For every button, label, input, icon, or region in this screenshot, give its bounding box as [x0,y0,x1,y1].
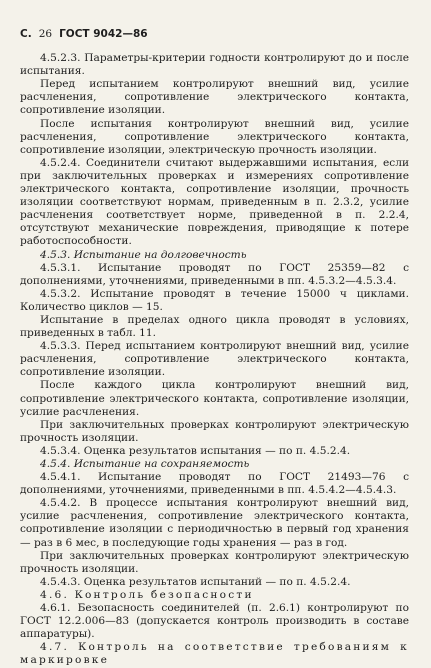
paragraph: Испытание в пределах одного цикла проводят в условиях, приведенных в табл. 11. [20,313,409,340]
paragraph: 4.5.3.4. Оценка результатов испытания — по п. 4.5.2.4. [40,444,351,457]
paragraph: При заключительных проверках контролируют электрическую прочность изоляции. [20,549,409,575]
paragraph: 4.5.3.3. Перед испытанием контролируют внешний вид, усилие расчленения, сопротивление электрического контакта, сопротивление изоляции. [20,340,409,379]
paragraph: 4.5.2.4. Соединители считают выдержавшими испытания, если при заключительных проверках и измерениях сопротивление электрического контакта, сопротивление изоляции, прочность изоляции соответствуют нормам, приведенным в п. 2.3.2, усилие расчленения соответствует норме, приведенной в п. 2.2.4, отсутствуют механические повреждения, приводящие к потере работоспособности. [20,156,409,248]
paragraph: После испытания контролируют внешний вид, усилие расчленения, сопротивление электрического контакта, сопротивление изоляции, электрическую прочность изоляции. [20,117,409,156]
paragraph: При заключительных проверках контролируют электрическую прочность изоляции. [20,418,409,444]
paragraph: 4.5.3.2. Испытание проводят в течение 15000 ч циклами. Количество циклов — 15. [20,287,409,313]
paragraph: 4.6.1. Безопасность соединителей (п. 2.6.1) контролируют по ГОСТ 12.2.006—83 (допускается контроль производить в составе аппаратуры). [20,602,409,641]
page-letter: С. [20,28,32,40]
section-title: 4.5.3. Испытание на долговечность [40,248,247,261]
page-header [20,28,409,41]
page-number: 26 [38,28,53,40]
standard-code: ГОСТ 9042—86 [59,28,148,40]
paragraph: 4.5.3.1. Испытание проводят по ГОСТ 25359—82 с дополнениями, уточнениями, приведенными в пп. 4.5.3.2—4.5.3.4. [20,261,409,287]
paragraph: 4.5.2.3. Параметры-критерии годности контролируют до и после испытания. [20,52,409,78]
paragraph: Перед испытанием контролируют внешний вид, усилие расчленения, сопротивление электрического контакта, сопротивление изоляции. [20,78,409,117]
paragraph: 4.5.4.3. Оценка результатов испытаний — по п. 4.5.2.4. [40,575,351,588]
section-title: 4.5.4. Испытание на сохраняемость [40,458,250,470]
paragraph: После каждого цикла контролируют внешний вид, сопротивление электрического контакта, сопротивление изоляции, усилие расчленения. [20,379,409,418]
paragraph: 4.5.4.1. Испытание проводят по ГОСТ 21493—76 с дополнениями, уточнениями, приведенными в пп. 4.5.4.2—4.5.4.3. [20,471,409,497]
section-heading: 4.7. Контроль на соответствие требованиям к маркировке [20,641,409,667]
document-body [20,52,409,667]
section-heading: 4.6. Контроль безопасности [40,588,254,601]
paragraph: 4.5.4.2. В процессе испытания контролируют внешний вид, усилие расчленения, сопротивление электрического контакта, сопротивление изоляции с периодичностью в первый год хранения — раз в 6 мес, в последующие годы хранения — раз в год. [20,497,409,549]
